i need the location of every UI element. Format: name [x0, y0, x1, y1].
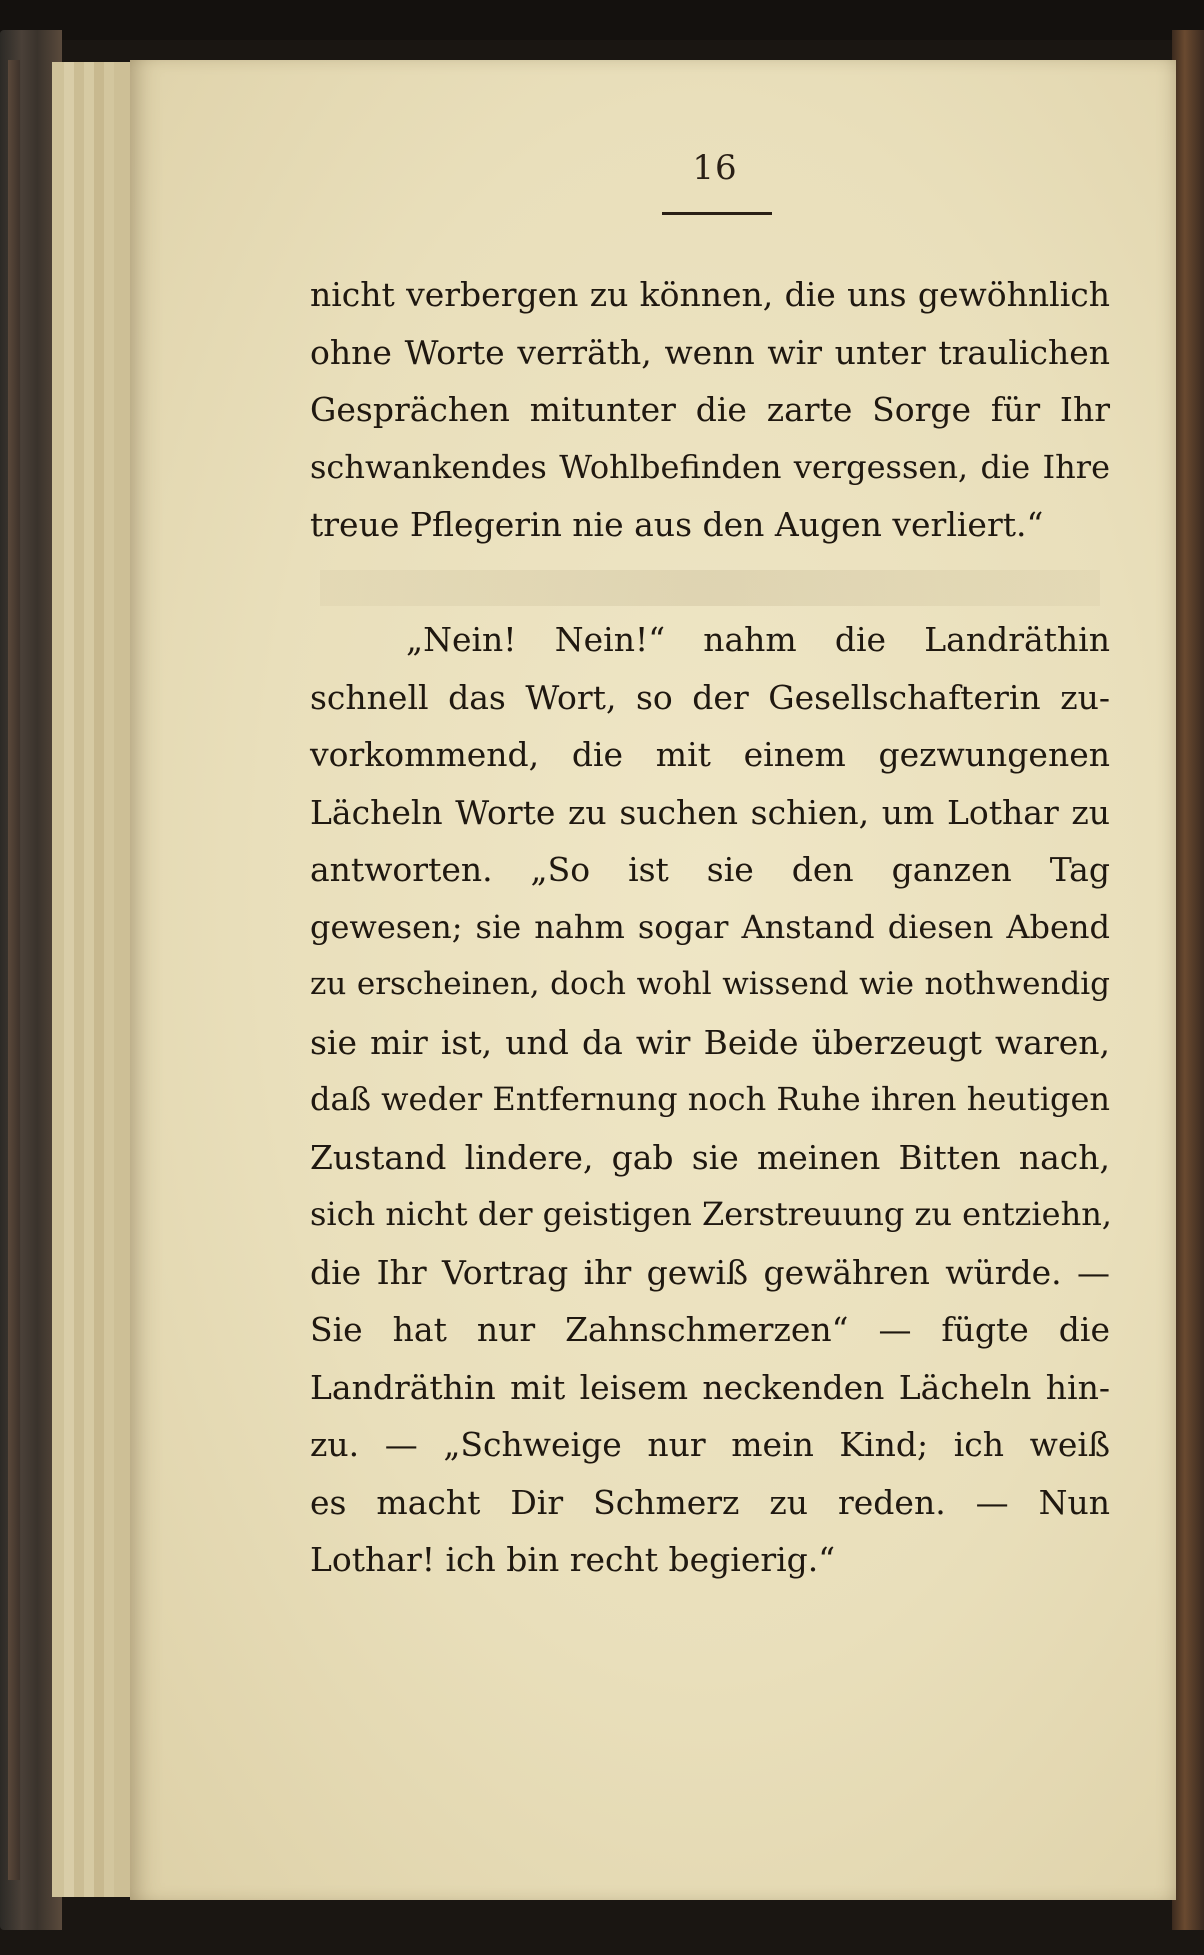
- text-line: die Ihr Vortrag ihr gewiß gewähren würde. —: [310, 1252, 1110, 1292]
- text-line: zu erscheinen, doch wohl wissend wie nothwendig: [310, 966, 1110, 1002]
- text-line: zu. — „Schweige nur mein Kind; ich weiß: [310, 1425, 1110, 1464]
- paragraph-gap: [310, 554, 1110, 612]
- text-line: antworten. „So ist sie den ganzen Tag: [310, 850, 1110, 889]
- text-line: Zustand lindere, gab sie meinen Bitten nach,: [310, 1137, 1110, 1177]
- text-line: Lächeln Worte zu suchen schien, um Lothar zu: [310, 792, 1110, 832]
- book-cover-right: [1172, 30, 1204, 1930]
- body-text: [310, 266, 1110, 1589]
- text-line: nicht verbergen zu können, die uns gewöhnlich: [310, 275, 1110, 314]
- background-shadow: [0, 0, 1204, 40]
- text-line: schnell das Wort, so der Gesellschafterin zu-: [310, 677, 1110, 717]
- text-line: Landräthin mit leisem neckenden Lächeln hin-: [310, 1367, 1110, 1407]
- page-number: 16: [692, 148, 738, 188]
- text-line: daß weder Entfernung noch Ruhe ihren heutigen: [310, 1080, 1110, 1118]
- text-line: sich nicht der geistigen Zerstreuung zu entziehn,: [310, 1195, 1112, 1233]
- text-line: es macht Dir Schmerz zu reden. — Nun: [310, 1482, 1110, 1522]
- text-line: schwankendes Wohlbefinden vergessen, die Ihre: [310, 447, 1110, 486]
- text-line: vorkommend, die mit einem gezwungenen: [310, 735, 1110, 774]
- text-line: sie mir ist, und da wir Beide überzeugt waren,: [310, 1022, 1110, 1062]
- text-line: treue Pflegerin nie aus den Augen verliert.“: [310, 505, 1044, 544]
- cover-edge-wear: [8, 60, 20, 1880]
- text-line: „Nein! Nein!“ nahm die Landräthin: [406, 620, 1110, 659]
- text-line: ohne Worte verräth, wenn wir unter traulichen: [310, 332, 1110, 372]
- text-line: Gesprächen mitunter die zarte Sorge für Ihr: [310, 390, 1110, 429]
- text-line: Sie hat nur Zahnschmerzen“ — fügte die: [310, 1310, 1110, 1349]
- text-line: Lothar! ich bin recht begierig.“: [310, 1540, 836, 1579]
- page-number-rule: [662, 212, 772, 215]
- text-line: gewesen; sie nahm sogar Anstand diesen Abend: [310, 907, 1110, 946]
